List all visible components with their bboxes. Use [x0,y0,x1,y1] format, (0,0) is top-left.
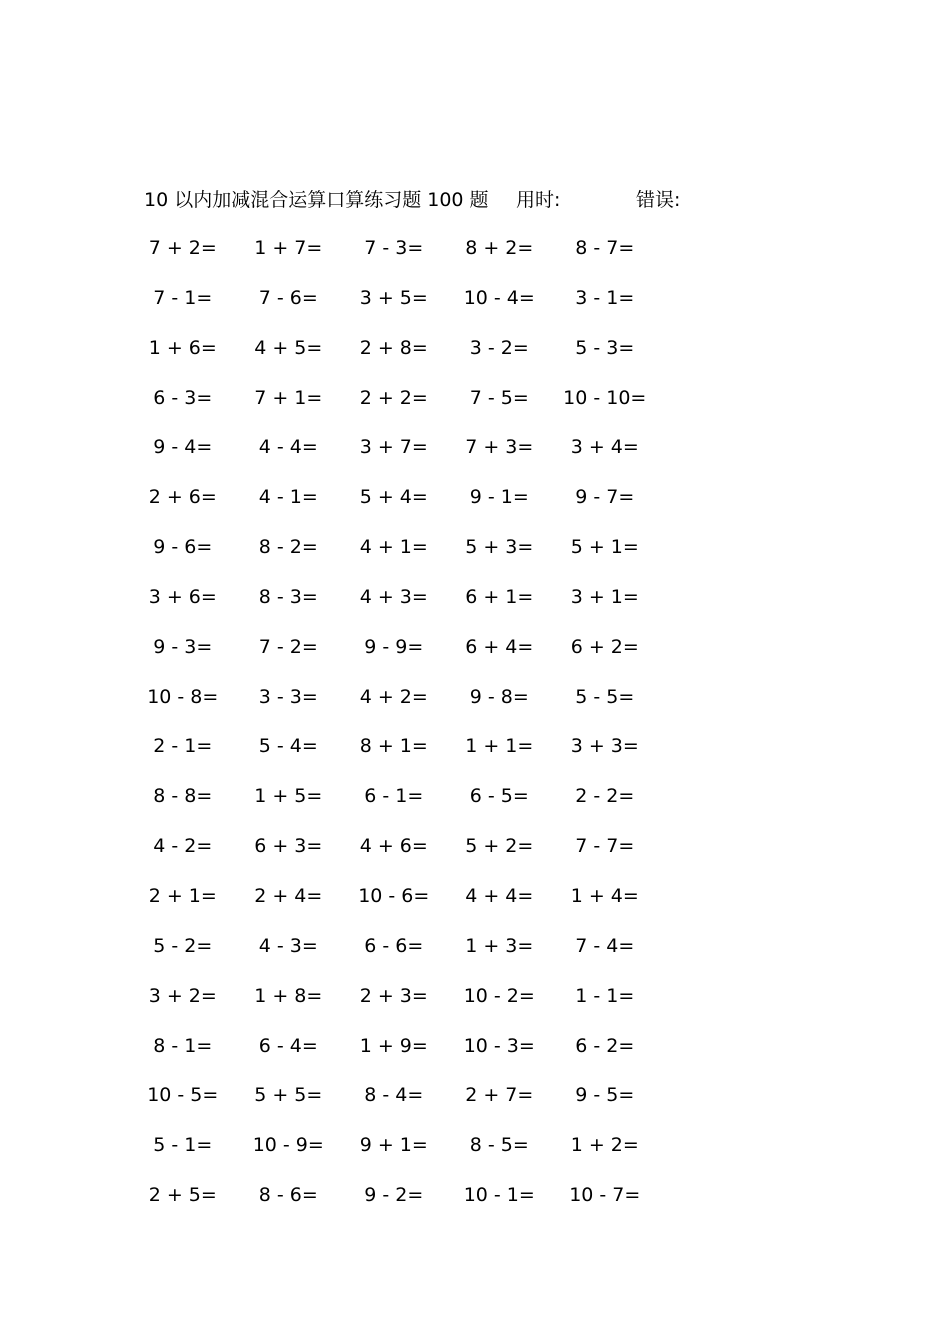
problem-item: 2 + 4= [254,884,323,907]
problem-item: 7 - 4= [575,934,635,957]
problem-item: 10 - 6= [358,884,430,907]
problem-item: 1 + 3= [465,934,534,957]
problem-item: 5 - 2= [153,934,213,957]
problem-item: 4 + 5= [254,336,323,359]
problem-row [130,283,690,333]
problem-item: 9 - 9= [364,635,424,658]
problem-item: 10 - 7= [569,1184,641,1207]
problem-item: 9 - 7= [575,486,635,509]
problem-item: 8 + 1= [359,735,428,758]
problem-row [130,1080,690,1130]
problem-item: 5 + 4= [359,486,428,509]
problem-item: 5 + 5= [254,1084,323,1107]
problem-item: 6 - 5= [469,785,529,808]
problem-item: 3 + 2= [148,984,217,1007]
problem-row [130,682,690,732]
problem-grid [130,233,690,1230]
problem-item: 10 - 8= [147,685,219,708]
problem-item: 10 - 2= [463,984,535,1007]
problem-item: 3 - 3= [258,685,318,708]
problem-item: 9 + 1= [359,1134,428,1157]
problem-item: 7 + 2= [148,237,217,259]
problem-item: 10 - 5= [147,1084,219,1107]
problem-item: 10 - 9= [252,1134,324,1157]
problem-item: 2 + 6= [148,486,217,509]
problem-item: 1 + 8= [254,984,323,1007]
problem-item: 6 - 1= [364,785,424,808]
problem-item: 2 + 3= [359,984,428,1007]
problem-item: 3 + 4= [570,436,639,459]
problem-item: 10 - 10= [563,386,647,409]
problem-row [130,1180,690,1230]
problem-item: 7 - 2= [258,635,318,658]
problem-row [130,582,690,632]
problem-item: 7 - 1= [153,286,213,309]
problem-item: 9 - 6= [153,536,213,559]
problem-item: 6 - 2= [575,1034,635,1057]
problem-item: 8 - 8= [153,785,213,808]
problem-item: 4 + 4= [465,884,534,907]
problem-item: 1 - 1= [575,984,635,1007]
problem-item: 2 + 1= [148,884,217,907]
problem-item: 4 - 4= [258,436,318,459]
problem-row [130,981,690,1031]
problem-item: 1 + 2= [570,1134,639,1157]
problem-item: 6 - 6= [364,934,424,957]
problem-item: 9 - 8= [469,685,529,708]
problem-item: 8 - 7= [575,237,635,259]
problem-item: 4 - 2= [153,835,213,858]
problem-row [130,383,690,433]
problem-row [130,532,690,582]
problem-item: 10 - 4= [463,286,535,309]
problem-item: 7 - 3= [364,237,424,259]
problem-item: 5 - 5= [575,685,635,708]
problem-item: 9 - 4= [153,436,213,459]
problem-row [130,1031,690,1081]
problem-item: 9 - 3= [153,635,213,658]
problem-item: 3 + 5= [359,286,428,309]
problem-row [130,1130,690,1180]
problem-item: 6 - 4= [258,1034,318,1057]
problem-item: 4 + 6= [359,835,428,858]
problem-item: 8 - 6= [258,1184,318,1207]
problem-row [130,632,690,682]
problem-item: 10 - 3= [463,1034,535,1057]
problem-item: 4 + 2= [359,685,428,708]
problem-item: 10 - 1= [463,1184,535,1207]
problem-item: 5 - 1= [153,1134,213,1157]
problem-item: 5 + 3= [465,536,534,559]
problem-item: 6 + 3= [254,835,323,858]
problem-item: 9 - 1= [469,486,529,509]
problem-item: 6 - 3= [153,386,213,409]
problem-item: 8 - 2= [258,536,318,559]
problem-item: 1 + 7= [254,237,323,259]
problem-item: 5 + 1= [570,536,639,559]
problem-item: 6 + 4= [465,635,534,658]
problem-item: 5 + 2= [465,835,534,858]
problem-row [130,233,690,283]
problem-item: 9 - 2= [364,1184,424,1207]
problem-row [130,881,690,931]
time-label: 用时: [516,189,561,211]
problem-item: 2 + 5= [148,1184,217,1207]
problem-item: 4 + 3= [359,585,428,608]
problem-item: 3 + 3= [570,735,639,758]
problem-item: 7 + 1= [254,386,323,409]
problem-row [130,831,690,881]
problem-row [130,781,690,831]
problem-item: 3 - 1= [575,286,635,309]
problem-item: 2 - 1= [153,735,213,758]
problem-item: 8 - 4= [364,1084,424,1107]
problem-item: 1 + 5= [254,785,323,808]
problem-item: 2 + 2= [359,386,428,409]
problem-item: 1 + 4= [570,884,639,907]
problem-item: 8 - 5= [469,1134,529,1157]
problem-item: 1 + 1= [465,735,534,758]
problem-item: 8 + 2= [465,237,534,259]
problem-item: 5 - 4= [258,735,318,758]
problem-item: 6 + 2= [570,635,639,658]
problem-item: 1 + 9= [359,1034,428,1057]
problem-item: 2 + 7= [465,1084,534,1107]
problem-row [130,432,690,482]
problem-item: 6 + 1= [465,585,534,608]
problem-item: 1 + 6= [148,336,217,359]
problem-row [130,931,690,981]
problem-item: 3 - 2= [469,336,529,359]
problem-item: 5 - 3= [575,336,635,359]
problem-item: 4 - 1= [258,486,318,509]
problem-item: 7 - 6= [258,286,318,309]
problem-item: 3 + 6= [148,585,217,608]
problem-row [130,333,690,383]
problem-item: 7 - 7= [575,835,635,858]
problem-item: 2 - 2= [575,785,635,808]
problem-item: 8 - 3= [258,585,318,608]
problem-item: 2 + 8= [359,336,428,359]
problem-item: 3 + 1= [570,585,639,608]
worksheet-title: 10 以内加减混合运算口算练习题 100 题 [144,189,489,211]
problem-item: 7 + 3= [465,436,534,459]
error-label: 错误: [636,189,681,211]
problem-item: 7 - 5= [469,386,529,409]
problem-item: 4 + 1= [359,536,428,559]
problem-item: 3 + 7= [359,436,428,459]
problem-row [130,731,690,781]
problem-item: 8 - 1= [153,1034,213,1057]
problem-item: 9 - 5= [575,1084,635,1107]
problem-item: 4 - 3= [258,934,318,957]
problem-row [130,482,690,532]
